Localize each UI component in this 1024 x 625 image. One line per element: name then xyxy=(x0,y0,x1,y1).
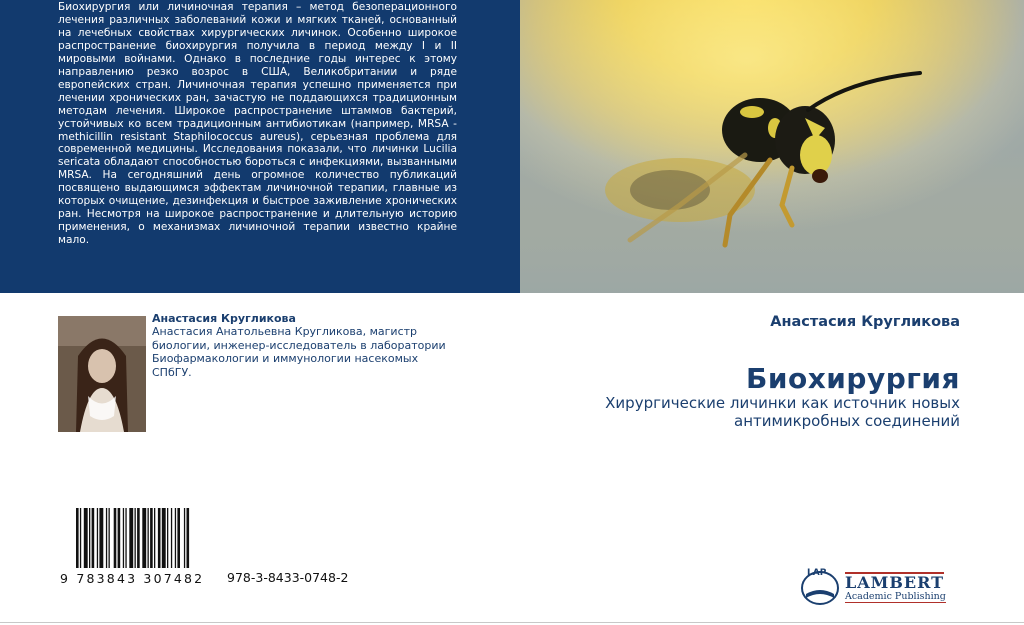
publisher-name: LAMBERT xyxy=(845,573,945,592)
barcode-bar xyxy=(150,508,153,568)
barcode-bar xyxy=(129,508,133,568)
barcode-bar xyxy=(118,508,121,568)
book-title: Биохирургия xyxy=(746,362,960,395)
barcode-bar xyxy=(167,508,168,568)
barcode-bar xyxy=(106,508,107,568)
barcode-bar xyxy=(84,508,88,568)
barcode-bar xyxy=(80,508,81,568)
bio-author-name: Анастасия Кругликова xyxy=(152,312,296,325)
barcode-bar xyxy=(137,508,140,568)
back-cover-panel xyxy=(0,0,520,293)
author-bio xyxy=(152,312,452,379)
barcode-bar xyxy=(175,508,176,568)
barcode-bar xyxy=(154,508,155,568)
barcode-bar xyxy=(142,508,146,568)
barcode-bar xyxy=(162,508,166,568)
barcode-bar xyxy=(99,508,103,568)
barcode-bar xyxy=(184,508,185,568)
barcode-bar xyxy=(114,508,117,568)
barcode-bar xyxy=(148,508,149,568)
barcode-bar xyxy=(171,508,172,568)
bio-text: Анастасия Анатольевна Кругликова, магистр биологии, инженер-исследователь в лаборатории Биофармакологии и иммунологии насекомых СПбГУ. xyxy=(152,325,446,379)
book-subtitle: Хирургические личинки как источник новых антимикробных соединений xyxy=(605,394,960,430)
author-portrait xyxy=(58,316,146,432)
bottom-divider xyxy=(0,622,1024,623)
blurb-paragraph: Биохирургия или личиночная терапия – метод безоперационного лечения различных заболеваний кожи и мягких тканей, основанный на лечебных свойствах хирургических личинок. Особенно широкое распространение биохирургия получила в период между I и II мировыми войнами. Однако в последние годы интерес к этому направлению резко возрос в США, Великобритании и ряде европейских стран. Личиночная терапия успешно применяется при лечении хронических ран, зачастую не поддающихся традиционным методам лечения. Широкое распространение штаммов бактерий, устойчивых ко всем традиционным антибиотикам (например, MRSA - methicillin resistant Staphilococcus aureus), серьезная проблема для современной медицины. Исследования показали, что личинки Lucilia sericata обладают способностью бороться с инфекциями, вызванными MRSA. На сегодняшний день огромное количество публикаций посвящено выдающимся эффектам личиночной терапии, главные из которых очищение, дезинфекция и быстрое заживление хронических ран. Несмотря на широкое распространение и длительную историю применения, о механизмах личиночной терапии известно крайне мало. xyxy=(58,1,457,247)
publisher-logo xyxy=(800,566,965,606)
barcode-bar xyxy=(109,508,110,568)
author-photo xyxy=(58,316,146,432)
isbn-number: 978-3-8433-0748-2 xyxy=(227,570,349,585)
barcode-bar xyxy=(92,508,95,568)
front-author-name: Анастасия Кругликова xyxy=(770,314,960,330)
barcode-bar xyxy=(177,508,180,568)
publisher-tagline: Academic Publishing xyxy=(845,591,946,602)
barcode-digits: 9 783843 307482 xyxy=(60,571,205,586)
barcode-bar xyxy=(89,508,90,568)
barcode-bar xyxy=(158,508,161,568)
barcode-bar xyxy=(76,508,79,568)
isbn-barcode xyxy=(60,505,220,590)
wasp-photo xyxy=(520,0,1024,293)
barcode-bar xyxy=(187,508,190,568)
barcode-bar xyxy=(123,508,124,568)
wasp-illustration xyxy=(520,0,1024,293)
barcode-bar xyxy=(97,508,98,568)
barcode-bar xyxy=(135,508,136,568)
barcode-bar xyxy=(125,508,126,568)
back-cover-blurb xyxy=(58,1,457,247)
publisher-logo-letters: LAP xyxy=(807,568,827,578)
